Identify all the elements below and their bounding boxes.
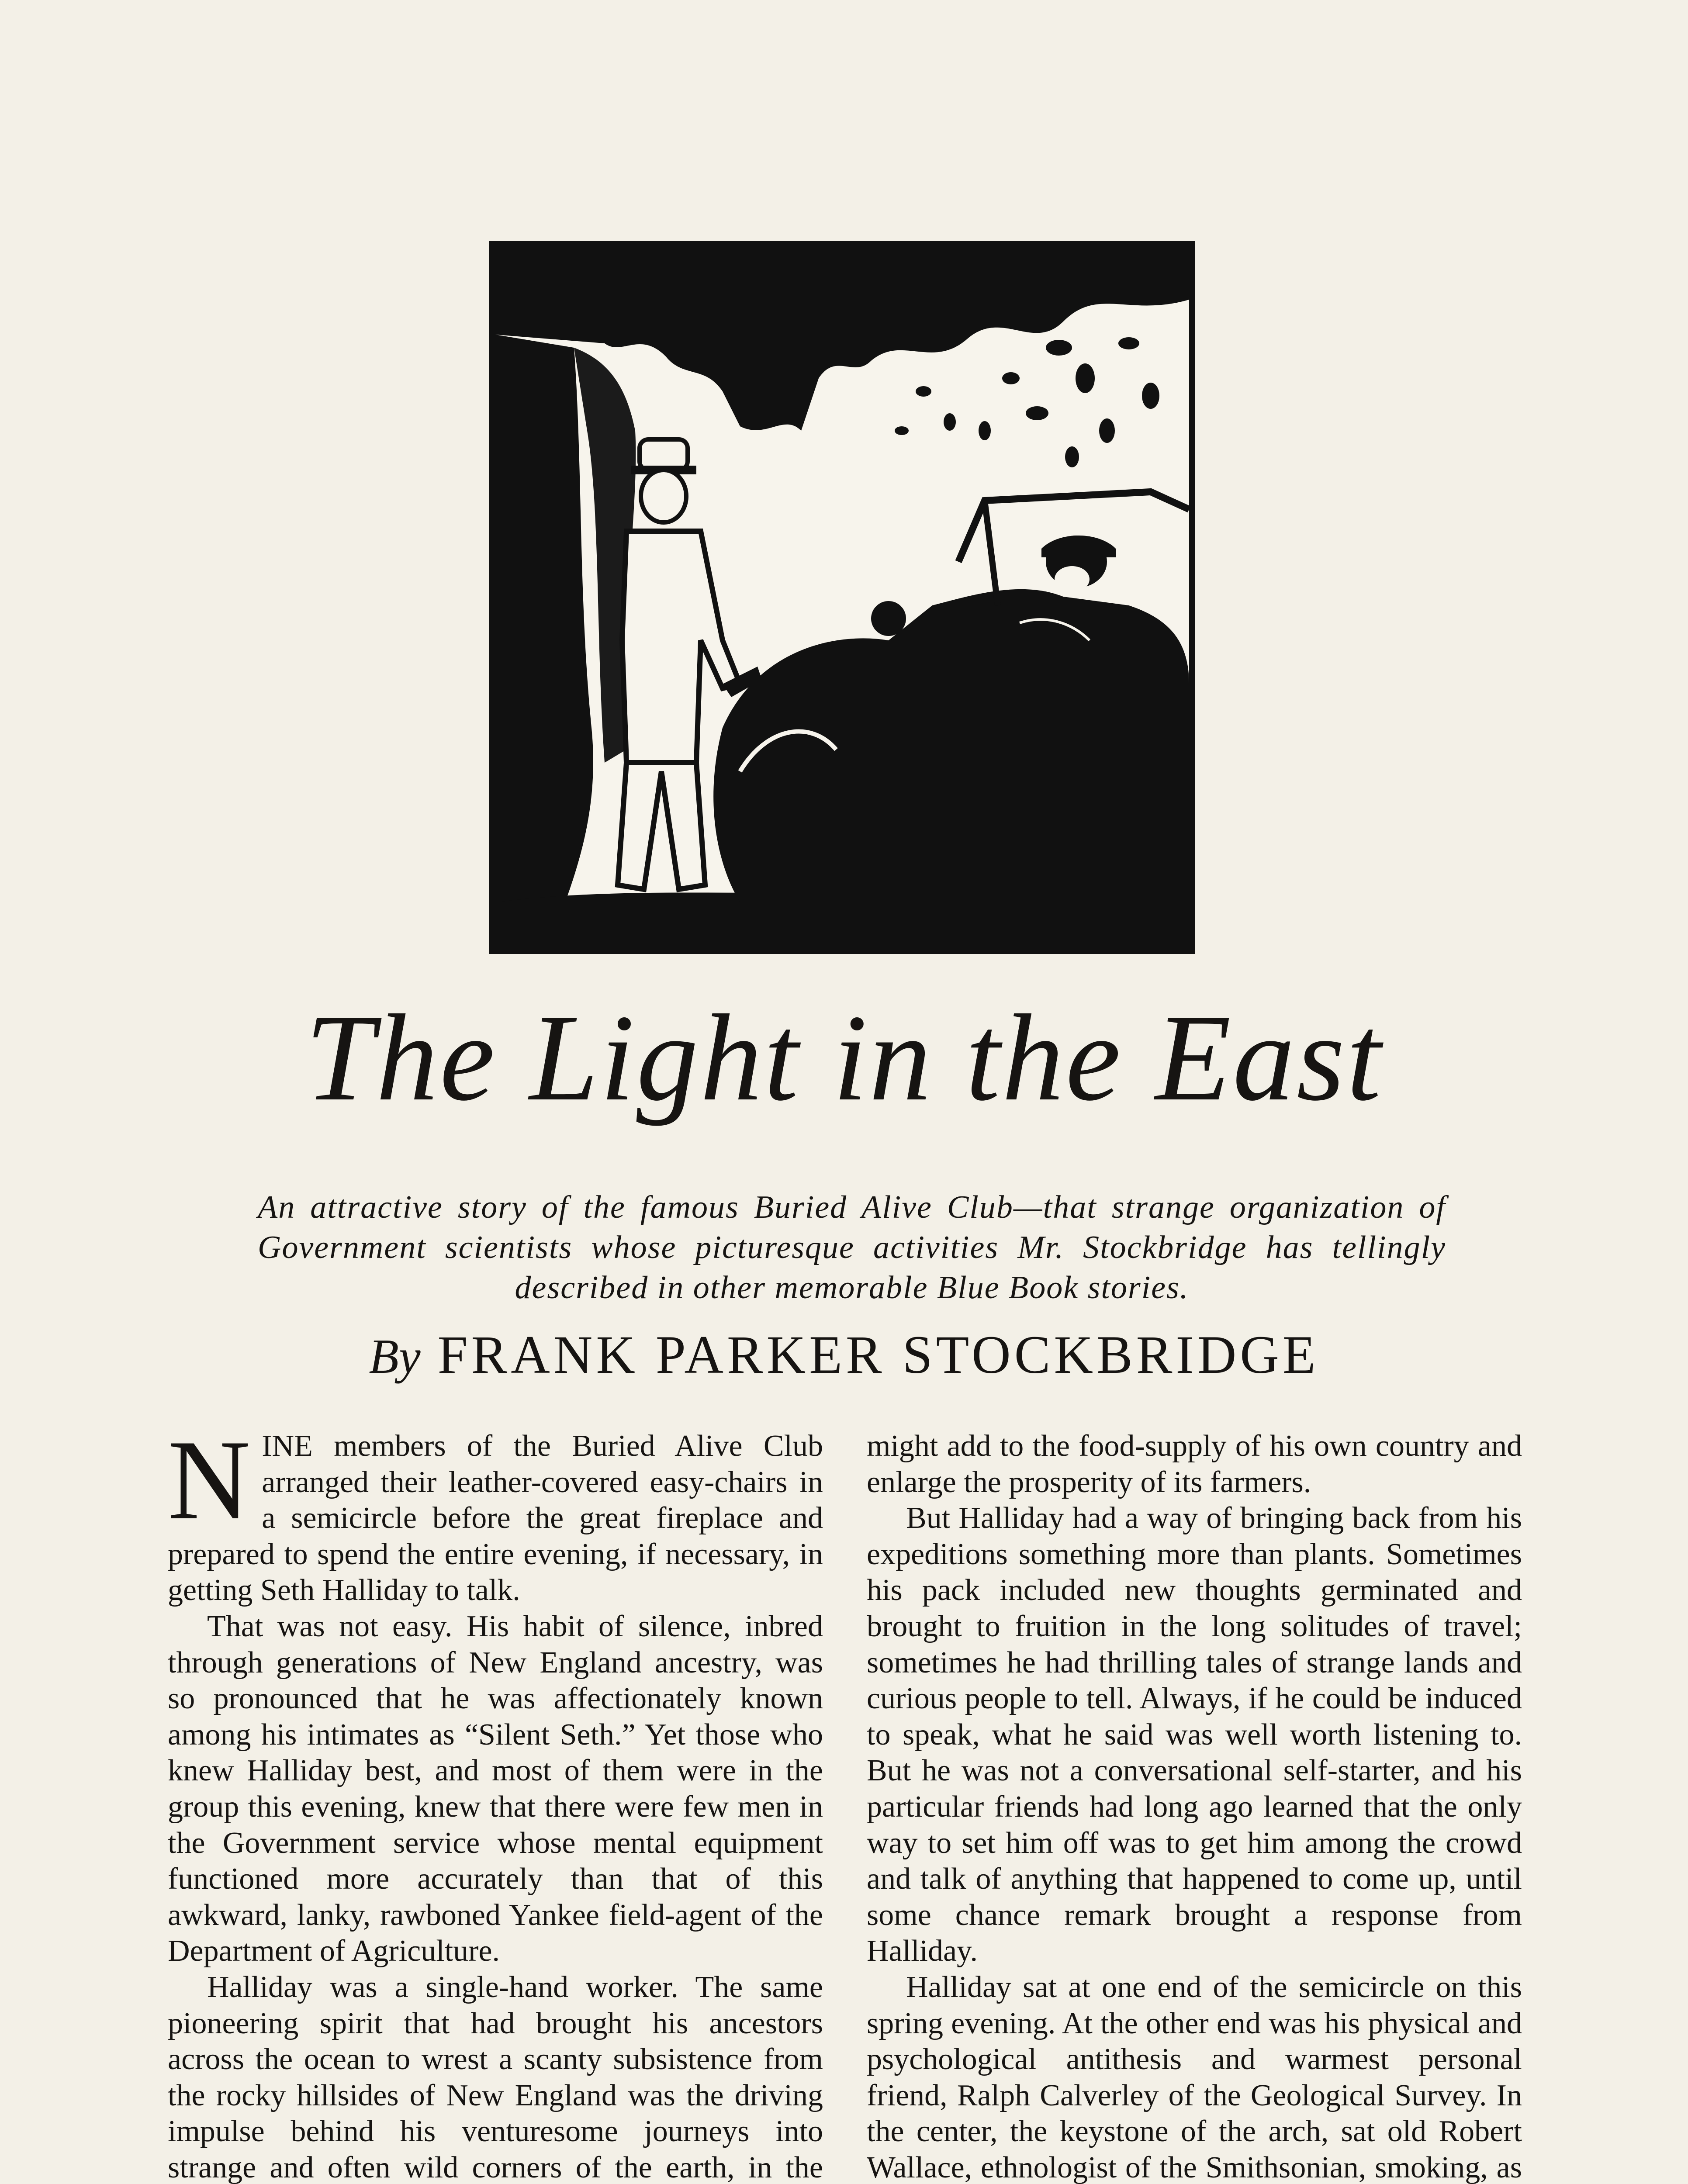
story-title: The Light in the East	[305, 989, 1383, 1127]
paragraph: That was not easy. His habit of silence, inbred through generations of New England ancestry, was so pronounced that he was affectionately known among his intimates as “Silent Seth.” Yet those who knew Halliday best, and most of them were in the group this evening, knew that there were few men in the Government service whose mental equipment functioned more accurately than that of this awkward, lanky, rawboned Yankee field-agent of the Department of Agriculture.	[168, 1609, 823, 1968]
text-column-left	[168, 1417, 823, 2184]
text-column-right	[867, 1428, 1522, 2184]
woodcut-scene-image	[495, 247, 1189, 948]
story-subtitle: An attractive story of the famous Buried Alive Club—that strange organization of Government scientists whose picturesque activities Mr. Stockbridge has tellingly described in other memorable Blue Book stories.	[258, 1189, 1446, 1306]
paragraph: might add to the food-supply of his own country and enlarge the prosperity of its farmers.	[867, 1429, 1522, 1499]
paragraph	[168, 1417, 823, 1609]
author-name: FRANK PARKER STOCKBRIDGE	[437, 1325, 1319, 1385]
byline	[166, 1325, 1522, 1385]
paragraph: Halliday sat at one end of the semicircle on this spring evening. At the other end was his physical and psychological antithesis and warmest personal friend, Ralph Calverley of the Geological Survey. In the center, the keystone of the arch, sat old Robert Wallace, ethnologist of the Smithsonian, smoking, as	[867, 1970, 1522, 2184]
story-illustration	[489, 241, 1195, 954]
paragraph-text: INE members of the Buried Alive Club arranged their leather-covered easy-chairs in a semicircle before the great fireplace and prepared to spend the entire evening, if necessary, in getting Seth Halliday to talk.	[168, 1429, 823, 1607]
paragraph: Halliday was a single-hand worker. The same pioneering spirit that had brought his ancestors across the ocean to wrest a scanty subsistence from the rocky hillsides of New England was the driving impulse behind his venturesome journeys into strange and often wild corners of the earth, in the	[168, 1970, 823, 2184]
byline-prefix: By	[369, 1330, 421, 1384]
drop-cap: N	[168, 1417, 251, 1543]
paragraph: But Halliday had a way of bringing back from his expeditions something more than plants. Sometimes his pack included new thoughts germinated and brought to fruition in the long solitudes of travel; sometimes he had thrilling tales of strange lands and curious people to tell. Always, if he could be induced to speak, what he said was well worth listening to. But he was not a conversational self-starter, and his particular friends had long ago learned that the only way to set him off was to get him among the crowd and talk of anything that happened to come up, until some chance remark brought a response from Halliday.	[867, 1501, 1522, 1968]
